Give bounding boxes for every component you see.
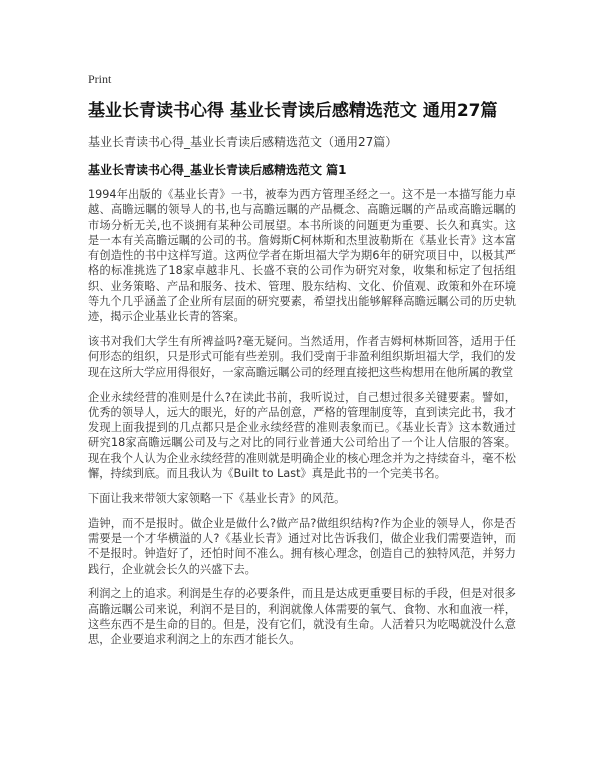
page-title: 基业长青读书心得 基业长青读后感精选范文 通用27篇 bbox=[88, 101, 498, 121]
print-label[interactable]: Print bbox=[88, 72, 112, 86]
paragraph: 1994年出版的《基业长青》一书，被奉为西方管理圣经之一。这不是一本描写能力卓越、高瞻远瞩的领导人的书,也与高瞻远瞩的产品概念、高瞻远瞩的产品或高瞻远瞩的市场分析无关,也不谈拥有某种公司展望。本书所谈的问题更为重要、长久和真实。这是一本有关高瞻远瞩的公司的书。詹姆斯C柯林斯和杰里波勒斯在《基业长青》这本富有创造性的书中这样写道。这两位学者在斯坦福大学为期6年的研究项目中，以极其严格的标准挑选了18家卓越非凡、长盛不衰的公司作为研究对象，收集和标定了包括组织、业务策略、产品和服务、技术、管理、股东结构、文化、价值观、政策和外在环境等九个几乎涵盖了企业所有层面的研究要素，希望找出能够解释高瞻远瞩公司的历史轨迹，揭示企业基业长青的答案。 bbox=[88, 188, 516, 324]
paragraph: 造钟，而不是报时。做企业是做什么?做产品?做组织结构?作为企业的领导人，你是否需要是一个才华横溢的人?《基业长青》通过对比告诉我们，做企业我们需要造钟，而不是报时。钟造好了，还怕时间不准么。拥有核心理念，创造自己的独特风范，并努力践行，企业就会长久的兴盛下去。 bbox=[88, 516, 516, 576]
paragraph: 利润之上的追求。利润是生存的必要条件，而且是达成更重要目标的手段，但是对很多高瞻远瞩公司来说，利润不是目的，利润就像人体需要的氧气、食物、水和血液一样，这些东西不是生命的目的。但是，没有它们，就没有生命。人活着只为吃喝就没什么意思，企业要追求利润之上的东西才能长久。 bbox=[88, 587, 516, 647]
paragraph: 该书对我们大学生有所裨益吗?毫无疑问。当然适用，作者吉姆柯林斯回答，适用于任何形态的组织，只是形式可能有些差别。我们受南于非盈利组织斯坦福大学，我们的发现在这所大学应用得很好，一家高瞻远瞩公司的经理直接把这些构想用在他所属的教堂 bbox=[88, 335, 516, 379]
section-heading: 基业长青读书心得_基业长青读后感精选范文 篇1 bbox=[88, 163, 347, 177]
document-subtitle: 基业长青读书心得_基业长青读后感精选范文（通用27篇） bbox=[88, 135, 398, 149]
article-body bbox=[88, 187, 516, 657]
paragraph: 企业永续经营的准则是什么?在读此书前，我听说过，自己想过很多关键要素。譬如，优秀的领导人，远大的眼光，好的产品创意，严格的管理制度等，直到读完此书，我才发现上面我提到的几点都只是企业永续经营的准则表象而已。《基业长青》这本数通过研究18家高瞻远瞩公司及与之对比的同行业普通大公司给出了一个让人信服的答案。现在我个人认为企业永续经营的准则就是明确企业的核心理念并为之持续奋斗，毫不松懈，持续到底。而且我认为《Built to Last》真是此书的一个完美书名。 bbox=[88, 390, 516, 481]
paragraph: 下面让我来带领大家领略一下《基业长青》的风范。 bbox=[88, 491, 346, 505]
